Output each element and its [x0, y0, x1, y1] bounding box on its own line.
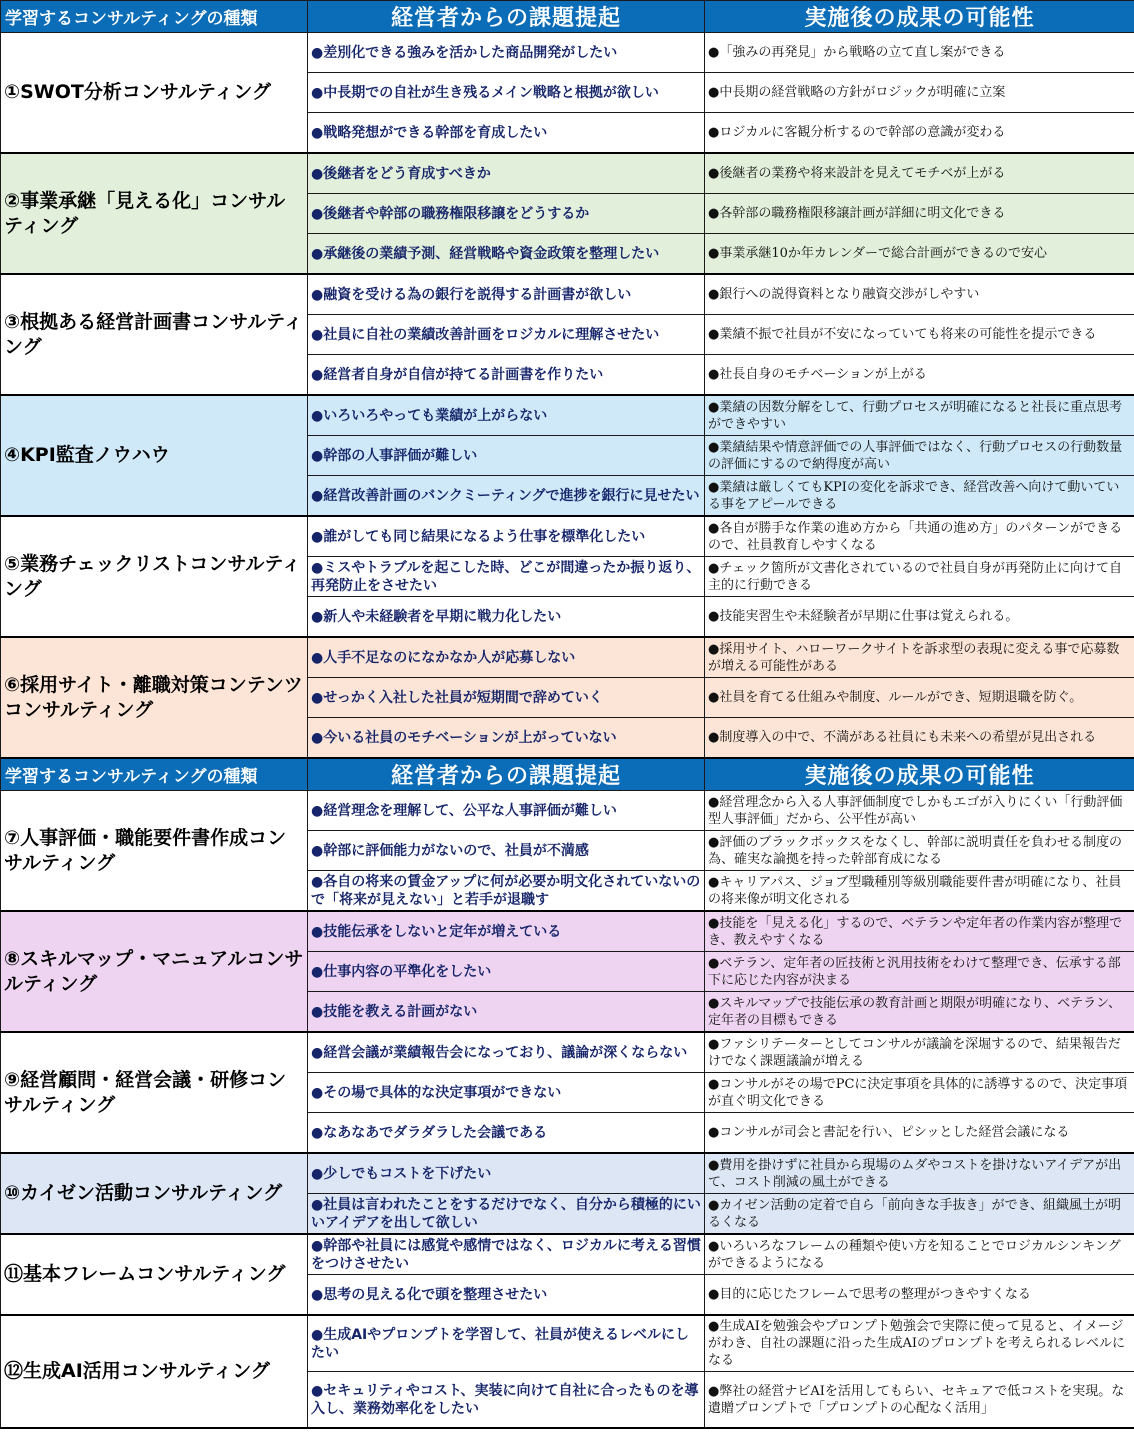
- category-label: ⑥採用サイト・離職対策コンテンツコンサルティング: [1, 637, 308, 758]
- table-row: [1, 274, 1134, 315]
- issue-cell: ●人手不足なのになかなか人が応募しない: [308, 637, 705, 678]
- issue-cell: ●後継者や幹部の職務権限移譲をどうするか: [308, 194, 705, 234]
- issue-cell: ●なあなあでダラダラした会議である: [308, 1113, 705, 1154]
- result-cell: ●技能実習生や未経験者が早期に仕事は覚えられる。: [705, 597, 1134, 638]
- issue-cell: ●承継後の業績予測、経営戦略や資金政策を整理したい: [308, 234, 705, 275]
- issue-cell: ●少しでもコストを下げたい: [308, 1153, 705, 1194]
- issue-cell: ●各自の将来の賃金アップに何が必要か明文化されていないので「将来が見えない」と若手が退職す: [308, 871, 705, 912]
- result-cell: ●ファシリテーターとしてコンサルが議論を深堀するので、結果報告だけでなく課題議論が増える: [705, 1032, 1134, 1073]
- section-generative-ai: [1, 1315, 1134, 1428]
- table-row: [1, 33, 1134, 73]
- section-kpi-audit: [1, 395, 1134, 516]
- table-row: [1, 1315, 1134, 1372]
- issue-cell: ●せっかく入社した社員が短期間で辞めていく: [308, 678, 705, 718]
- header-results: 実施後の成果の可能性: [705, 1, 1134, 33]
- issue-cell: ●新人や未経験者を早期に戦力化したい: [308, 597, 705, 638]
- result-cell: ●業績不振で社員が不安になっていても将来の可能性を提示できる: [705, 315, 1134, 355]
- result-cell: ●採用サイト、ハローワークサイトを訴求型の表現に変える事で応募数が増える可能性がある: [705, 637, 1134, 678]
- issue-cell: ●その場で具体的な決定事項ができない: [308, 1073, 705, 1113]
- category-label: ⑫生成AI活用コンサルティング: [1, 1315, 308, 1428]
- result-cell: ●後継者の業務や将来設計を見えてモチベが上がる: [705, 153, 1134, 194]
- category-label: ③根拠ある経営計画書コンサルティング: [1, 274, 308, 395]
- result-cell: ●経営理念から入る人事評価制度でしかもエゴが入りにくい「行動評価型人事評価」だから、公平性が高い: [705, 791, 1134, 831]
- result-cell: ●目的に応じたフレームで思考の整理がつきやすくなる: [705, 1275, 1134, 1316]
- issue-cell: ●経営者自身が自信が持てる計画書を作りたい: [308, 355, 705, 396]
- result-cell: ●ロジカルに客観分析するので幹部の意識が変わる: [705, 113, 1134, 154]
- table-header-top: [1, 1, 1134, 33]
- header-consulting-type: 学習するコンサルティングの種類: [1, 758, 308, 791]
- category-label: ⑪基本フレームコンサルティング: [1, 1234, 308, 1315]
- issue-cell: ●生成AIやプロンプトを学習して、社員が使えるレベルにしたい: [308, 1315, 705, 1372]
- result-cell: ●社長自身のモチベーションが上がる: [705, 355, 1134, 396]
- section-succession: [1, 153, 1134, 274]
- table-row: [1, 153, 1134, 194]
- result-cell: ●「強みの再発見」から戦略の立て直し案ができる: [705, 33, 1134, 73]
- result-cell: ●カイゼン活動の定着で自ら「前向きな手抜き」ができ、組織風土が明るくなる: [705, 1194, 1134, 1235]
- section-business-plan: [1, 274, 1134, 395]
- result-cell: ●業績の因数分解をして、行動プロセスが明確になると社長に重点思考ができやすい: [705, 395, 1134, 436]
- result-cell: ●いろいろなフレームの種類や使い方を知ることでロジカルシンキングができるようになる: [705, 1234, 1134, 1275]
- header-results: 実施後の成果の可能性: [705, 758, 1134, 791]
- issue-cell: ●後継者をどう育成すべきか: [308, 153, 705, 194]
- issue-cell: ●戦略発想ができる幹部を育成したい: [308, 113, 705, 154]
- result-cell: ●弊社の経営ナビAIを活用してもらい、セキュアで低コストを実現。な遺贈プロンプトで「プロンプトの心配なく活用」: [705, 1372, 1134, 1429]
- issue-cell: ●幹部に評価能力がないので、社員が不満感: [308, 831, 705, 871]
- result-cell: ●技能を「見える化」するので、ベテランや定年者の作業内容が整理でき、教えやすくなる: [705, 911, 1134, 952]
- issue-cell: ●技能を教える計画がない: [308, 992, 705, 1033]
- table-row: [1, 791, 1134, 831]
- category-label: ⑦人事評価・職能要件書作成コンサルティング: [1, 791, 308, 912]
- category-label: ⑧スキルマップ・マニュアルコンサルティング: [1, 911, 308, 1032]
- category-label: ⑨経営顧問・経営会議・研修コンサルティング: [1, 1032, 308, 1153]
- table-row: [1, 516, 1134, 557]
- section-kaizen: [1, 1153, 1134, 1234]
- category-label: ②事業承継「見える化」コンサルティング: [1, 153, 308, 274]
- issue-cell: ●差別化できる強みを活かした商品開発がしたい: [308, 33, 705, 73]
- issue-cell: ●幹部の人事評価が難しい: [308, 436, 705, 476]
- issue-cell: ●技能伝承をしないと定年が増えている: [308, 911, 705, 952]
- issue-cell: ●思考の見える化で頭を整理させたい: [308, 1275, 705, 1316]
- result-cell: ●スキルマップで技能伝承の教育計画と期限が明確になり、ベテラン、定年者の目標もできる: [705, 992, 1134, 1033]
- section-recruiting: [1, 637, 1134, 758]
- section-basic-framework: [1, 1234, 1134, 1315]
- category-label: ⑩カイゼン活動コンサルティング: [1, 1153, 308, 1234]
- table-header-repeat: [1, 758, 1134, 791]
- result-cell: ●コンサルがその場でPCに決定事項を具体的に誘導するので、決定事項が直ぐ明文化できる: [705, 1073, 1134, 1113]
- table-row: [1, 911, 1134, 952]
- section-checklist: [1, 516, 1134, 637]
- table-row: [1, 1234, 1134, 1275]
- issue-cell: ●セキュリティやコスト、実装に向けて自社に合ったものを導入し、業務効率化をしたい: [308, 1372, 705, 1429]
- result-cell: ●各幹部の職務権限移譲計画が詳細に明文化できる: [705, 194, 1134, 234]
- issue-cell: ●経営会議が業績報告会になっており、議論が深くならない: [308, 1032, 705, 1073]
- result-cell: ●業績は厳しくてもKPIの変化を訴求でき、経営改善へ向けて動いている事をアピールできる: [705, 476, 1134, 517]
- header-issues: 経営者からの課題提起: [308, 758, 705, 791]
- issue-cell: ●今いる社員のモチベーションが上がっていない: [308, 718, 705, 759]
- issue-cell: ●ミスやトラブルを起こした時、どこが間違ったか振り返り、再発防止をさせたい: [308, 557, 705, 597]
- section-management-advisory: [1, 1032, 1134, 1153]
- header-row: [1, 758, 1134, 791]
- header-row: [1, 1, 1134, 33]
- section-hr-evaluation: [1, 791, 1134, 912]
- result-cell: ●コンサルが司会と書記を行い、ピシッとした経営会議になる: [705, 1113, 1134, 1154]
- issue-cell: ●いろいろやっても業績が上がらない: [308, 395, 705, 436]
- issue-cell: ●社員に自社の業績改善計画をロジカルに理解させたい: [308, 315, 705, 355]
- issue-cell: ●仕事内容の平準化をしたい: [308, 952, 705, 992]
- issue-cell: ●中長期での自社が生き残るメイン戦略と根拠が欲しい: [308, 73, 705, 113]
- table-row: [1, 1153, 1134, 1194]
- issue-cell: ●誰がしても同じ結果になるよう仕事を標準化したい: [308, 516, 705, 557]
- result-cell: ●業績結果や情意評価での人事評価ではなく、行動プロセスの行動数量の評価にするので納得度が高い: [705, 436, 1134, 476]
- result-cell: ●中長期の経営戦略の方針がロジックが明確に立案: [705, 73, 1134, 113]
- header-issues: 経営者からの課題提起: [308, 1, 705, 33]
- result-cell: ●事業承継10か年カレンダーで総合計画ができるので安心: [705, 234, 1134, 275]
- issue-cell: ●融資を受ける為の銀行を説得する計画書が欲しい: [308, 274, 705, 315]
- table-row: [1, 637, 1134, 678]
- issue-cell: ●社員は言われたことをするだけでなく、自分から積極的にいいアイデアを出して欲しい: [308, 1194, 705, 1235]
- section-skill-map: [1, 911, 1134, 1032]
- category-label: ⑤業務チェックリストコンサルティング: [1, 516, 308, 637]
- category-label: ①SWOT分析コンサルティング: [1, 33, 308, 154]
- result-cell: ●評価のブラックボックスをなくし、幹部に説明責任を負わせる制度の為、確実な論拠を持った幹部育成になる: [705, 831, 1134, 871]
- section-swot: [1, 33, 1134, 154]
- result-cell: ●生成AIを勉強会やプロンプト勉強会で実際に使って見ると、イメージがわき、自社の課題に沿った生成AIのプロンプトを考えられるレベルになる: [705, 1315, 1134, 1372]
- result-cell: ●費用を掛けずに社員から現場のムダやコストを掛けないアイデアが出て、コスト削減の風土ができる: [705, 1153, 1134, 1194]
- issue-cell: ●幹部や社員には感覚や感情ではなく、ロジカルに考える習慣をつけさせたい: [308, 1234, 705, 1275]
- result-cell: ●銀行への説得資料となり融資交渉がしやすい: [705, 274, 1134, 315]
- result-cell: ●ベテラン、定年者の匠技術と汎用技術をわけて整理でき、伝承する部下に応じた内容が決まる: [705, 952, 1134, 992]
- result-cell: ●チェック箇所が文書化されているので社員自身が再発防止に向けて自主的に行動できる: [705, 557, 1134, 597]
- result-cell: ●社員を育てる仕組みや制度、ルールができ、短期退職を防ぐ。: [705, 678, 1134, 718]
- result-cell: ●キャリアパス、ジョブ型職種別等級別職能要件書が明確になり、社員の将来像が明文化される: [705, 871, 1134, 912]
- header-consulting-type: 学習するコンサルティングの種類: [1, 1, 308, 33]
- table-row: [1, 1032, 1134, 1073]
- category-label: ④KPI監査ノウハウ: [1, 395, 308, 516]
- issue-cell: ●経営改善計画のバンクミーティングで進捗を銀行に見せたい: [308, 476, 705, 517]
- result-cell: ●各自が勝手な作業の進め方から「共通の進め方」のパターンができるので、社員教育しやすくなる: [705, 516, 1134, 557]
- issue-cell: ●経営理念を理解して、公平な人事評価が難しい: [308, 791, 705, 831]
- table-row: [1, 395, 1134, 436]
- result-cell: ●制度導入の中で、不満がある社員にも未来への希望が見出される: [705, 718, 1134, 759]
